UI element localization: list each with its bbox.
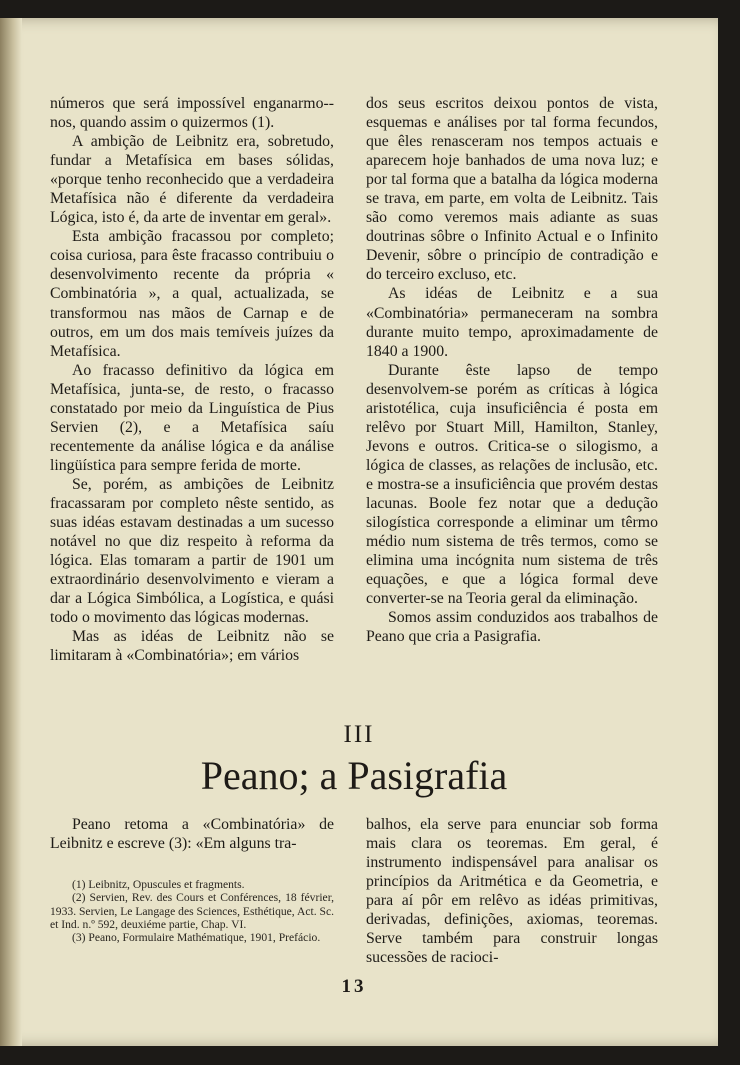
footnote: (2) Servien, Rev. des Cours et Conférences, 18 février, 1933. Servien, Le Langage des Sciences, Esthétique, Act. Sc. et Ind. n.º 592, deuxiéme partie, Chap. VI. — [50, 891, 334, 931]
footnote: (3) Peano, Formulaire Mathématique, 1901, Prefácio. — [72, 931, 321, 945]
paragraph: Se, porém, as ambições de Leibnitz fracassaram por completo nêste sentido, as suas idéas estavam destinadas a um sucesso notável no que diz respeito à reforma da lógica. Elas tomaram a partir de 1901 um extraordinário desenvolvimento e vieram a dar a Lógica Simbólica, a Logística, e quási todo o movimento das lógicas modernas. — [50, 475, 334, 627]
paragraph: Esta ambição fracassou por completo; coisa curiosa, para êste fracasso contribuiu o desenvolvimento recente da própria « Combinatória », a qual, actualizada, se transformou nas mãos de Carnap e de outros, em um dos mais temíveis juízes da Metafísica. — [50, 228, 334, 360]
paragraph: balhos, ela serve para enunciar sob forma mais clara os teoremas. Em geral, é instrumento indispensável para analisar os princípios da Aritmética e da Geometria, e para aí pôr em relêvo as idéas primitivas, derivadas, definições, axiomas, teoremas. Serve também para construir longas sucessões de racioci- — [366, 816, 658, 967]
footnotes — [50, 878, 334, 944]
text-column-left — [50, 94, 334, 665]
book-page — [0, 18, 718, 1046]
text-column-right — [366, 94, 658, 646]
paragraph: A ambição de Leibnitz era, sobretudo, fundar a Metafísica em bases sólidas, «porque tenho reconhecido que a verdadeira Metafísica não é diferente da verdadeira Lógica, isto é, da arte de inventar em geral». — [50, 133, 334, 227]
paragraph: Mas as idéas de Leibnitz não se limitaram à «Combinatória»; em vários — [50, 628, 334, 665]
paragraph: As idéas de Leibnitz e a sua «Combinatória» permaneceram na sombra durante muito tempo, aproximadamente de 1840 a 1900. — [366, 285, 658, 360]
paragraph: Peano retoma a «Combinatória» de Leibnitz e escreve (3): «Em alguns tra- — [50, 816, 334, 853]
page-spine-shadow — [0, 18, 22, 1046]
section-number: III — [343, 721, 375, 748]
paragraph: números que será impossível enganarmo--nos, quando assim o quizermos (1). — [50, 95, 334, 132]
section-title: Peano; a Pasigrafia — [200, 753, 508, 798]
paragraph: dos seus escritos deixou pontos de vista, esquemas e análises por tal forma fecundos, que êles renasceram nos tempos actuais e aparecem hoje banhados de uma nova luz; e por tal forma que a batalha da lógica moderna se trava, em parte, em volta de Leibnitz. Tais são como veremos mais adiante as suas doutrinas sôbre o Infinito Actual e o Infinito Devenir, sôbre o princípio de contradição e do terceiro excluso, etc. — [366, 95, 658, 284]
paragraph: Ao fracasso definitivo da lógica em Metafísica, junta-se, de resto, o fracasso constatado por meio da Linguística de Pius Servien (2), e a Metafísica saíu recentemente da análise lógica e da análise lingüística para sempre ferida de morte. — [50, 361, 334, 474]
section-text-left — [50, 815, 334, 853]
page-number: 13 — [341, 976, 367, 997]
section-text-right — [366, 815, 658, 967]
paragraph: Durante êste lapso de tempo desenvolvem-se porém as críticas à lógica aristotélica, cuja insuficiência é posta em relêvo por Stuart Mill, Hamilton, Stanley, Jevons e outros. Critica-se o silogismo, a lógica de classes, as relações de inclusão, etc. e mostra-se a insuficiência que provém destas lacunas. Boole fez notar que a dedução silogística corresponde a eliminar um têrmo médio num sistema de três termos, como se elimina uma incógnita num sistema de três equações, e que a lógica formal deve converter-se na Teoria geral da eliminação. — [366, 361, 658, 608]
footnote: (1) Leibnitz, Opuscules et fragments. — [72, 878, 245, 891]
paragraph: Somos assim conduzidos aos trabalhos de Peano que cria a Pasigrafia. — [366, 609, 658, 646]
